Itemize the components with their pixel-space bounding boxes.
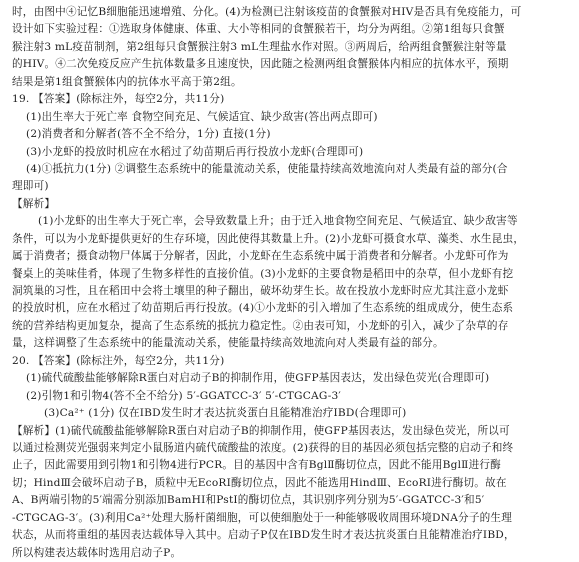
text-line: 条件，可以为小龙虾提供更好的生存环境，因此使得其数量上升。(2)小龙虾可摄食水草、藻类、水生昆虫，: [12, 232, 525, 245]
text-line: 20. 【答案】(除标注外，每空2分，共11分): [12, 354, 225, 367]
text-line: (2)引物1和引物4(答不全不给分) 5′-GGATCC-3′ 5′-CTGCAG-3′: [26, 389, 342, 402]
text-line: 以通过检测荧光强弱来判定小鼠肠道内硫代硫酸盐的浓度。(2)获得的目的基因必须包括完整的启动子和终: [12, 441, 514, 454]
text-line: 19. 【答案】(除标注外，每空2分，共11分): [12, 93, 225, 106]
text-line: 餐桌上的美味佳肴，体现了生物多样性的直接价值。(3)小龙虾的主要食物是稻田中的杂草，但小龙虾有挖: [12, 267, 514, 280]
text-line: 的投放时机，应在水稻过了幼苗期后再行投放。(4)①小龙虾的引入增加了生态系统的组成成分，使生态系: [12, 302, 514, 315]
text-line: 止子，因此需要用到引物1和引物4进行PCR。目的基因中含有BglⅡ酶切位点，因此不能用BglⅡ进行酶: [12, 459, 501, 472]
text-line: 时，由图中④记忆B细胞能迅速增殖、分化。(4)为检测已注射该疫苗的食蟹猴对HIV是否具有免疫能力，可: [12, 6, 522, 18]
text-line: 统的营养结构更加复杂，提高了生态系统的抵抗力稳定性。②由表可知，小龙虾的引入，减少了杂草的存: [12, 319, 509, 332]
text-line: 属于消费者；摄食动物尸体属于分解者，因此，小龙虾在生态系统中属于消费者和分解者。小龙虾可作为: [12, 250, 509, 263]
text-line: 设计如下实验过程：①选取身体健康、体重、大小等相同的食蟹猴若干，均分为两组。②第1组每只食蟹: [12, 23, 505, 36]
text-line: (1)小龙虾的出生率大于死亡率，会导致数量上升；由于迁入地食物空间充足、气候适宜、缺少敌害等: [38, 215, 518, 228]
answer-text-body: [12, 4, 571, 562]
text-line: (3)小龙虾的投放时机应在水稻过了幼苗期后再行投放小龙虾(合理即可): [26, 145, 364, 158]
text-line: 猴注射3 mL疫苗制剂，第2组每只食蟹猴注射3 mL生理盐水作对照。③两周后，给两组食蟹猴注射等量: [12, 40, 507, 53]
text-line: (2)消费者和分解者(答不全不给分，1分) 直接(1分): [26, 128, 271, 141]
text-line: (1)出生率大于死亡率 食物空间充足、气候适宜、缺少敌害(答出两点即可): [26, 110, 378, 123]
text-line: 所以构建表达载体时选用启动子P。: [12, 546, 182, 559]
text-line: 切；HindⅢ会破坏启动子B，质粒中无EcoRⅠ酶切位点，因此不能选用HindⅢ、EcoRⅠ进行酶切。故在: [12, 476, 507, 489]
text-line: 【解析】(1)硫代硫酸盐能够解除R蛋白对启动子B的抑制作用，使GFP基因表达，发出绿色荧光，所以可: [12, 424, 510, 437]
text-line: 量，这样调整了生态系统中的能量流动关系，使能量持续高效地流向对人类最有益的部分。: [12, 337, 444, 350]
text-line: (4)①抵抗力(1分) ②调整生态系统中的能量流动关系，使能量持续高效地流向对人类最有益的部分(合: [26, 162, 508, 175]
text-line: (1)硫代硫酸盐能够解除R蛋白对启动子B的抑制作用，使GFP基因表达，发出绿色荧光(合理即可): [26, 372, 490, 385]
text-line: 洞筑巢的习性，且在稻田中会将土壤里的种子翻出，破坏幼芽生长。故在投放小龙虾时应尤其注意小龙虾: [12, 285, 509, 297]
text-line: 状态，从而将重组的基因表达载体导入其中。启动子P仅在IBD发生时才表达抗炎蛋白且能精准治疗IBD，: [12, 529, 515, 542]
text-line: A、B两端引物的5′端需分别添加BamHⅠ和PstⅠ的酶切位点，其识别序列分别为5′-GGATCC-3′和5′: [12, 494, 485, 507]
text-line: 的HIV。④二次免疫反应产生抗体数量多且速度快，因此随之检测两组食蟹猴体内相应的抗体水平，预期: [12, 58, 509, 71]
text-line: (3)Ca²⁺ (1分) 仅在IBD发生时才表达抗炎蛋白且能精准治疗IBD(合理即可): [44, 407, 407, 420]
text-line: 理即可): [12, 180, 49, 193]
text-line: 结果是第1组食蟹猴体内的抗体水平高于第2组。: [12, 75, 242, 88]
text-line: 【解析】: [12, 197, 56, 210]
text-line: -CTGCAG-3′。(3)利用Ca²⁺处理大肠杆菌细胞，可以使细胞处于一种能够吸收周围环境DNA分子的生理: [12, 511, 513, 524]
